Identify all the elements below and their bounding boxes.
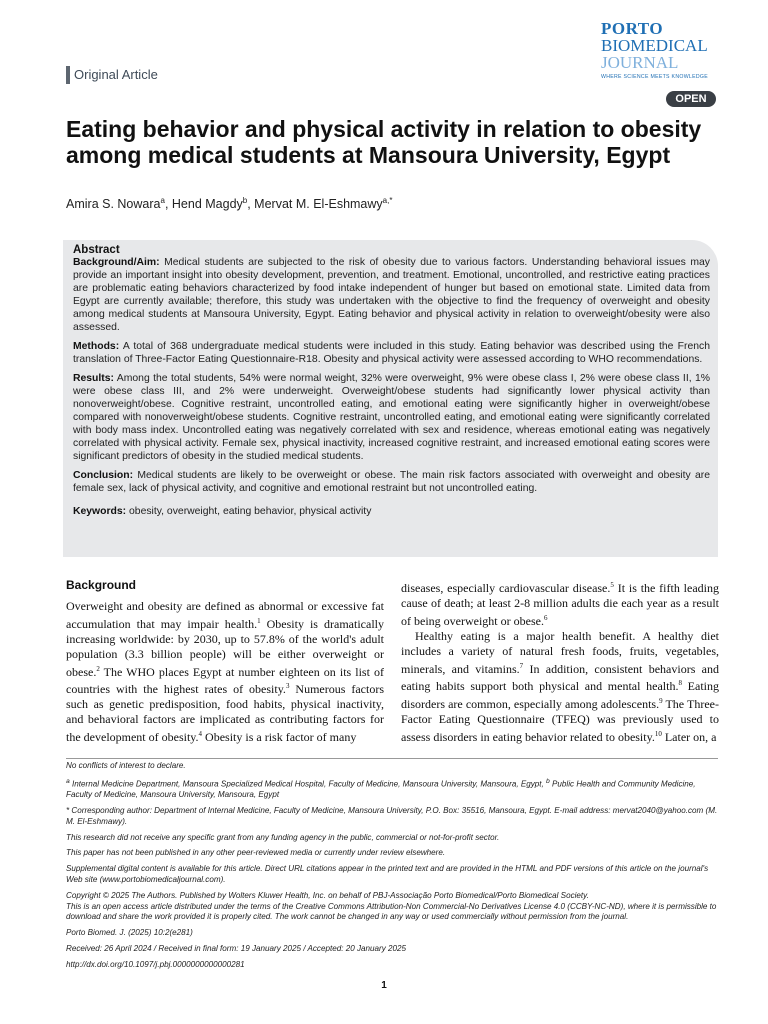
abstract-text: obesity, overweight, eating behavior, physical activity xyxy=(126,506,372,517)
text-run: Obesity is dramatically increasing worldwide: by 2030, up to 57.8% of the world's adult population (3.3 billion people) will be either overweight or obese. xyxy=(66,616,384,679)
superscript-reference: a xyxy=(66,777,70,785)
text-run: It is the fifth leading cause of death; at least 2-8 million adults die each year as a result of being overweight or obese. xyxy=(401,581,719,628)
footnote-funding: This research did not receive any specific grant from any funding agency in the public, commercial or not-for-profit sector. xyxy=(66,832,500,842)
text-run: Numerous factors such as genetic predisposition, food habits, physical inactivity, and behavioral factors are implicated as contributing factors for the development of obesity. xyxy=(66,682,384,745)
abstract-keywords xyxy=(73,505,710,518)
journal-logo-line: JOURNAL xyxy=(601,53,679,72)
body-paragraph xyxy=(401,578,719,629)
footnote-conflicts: No conflicts of interest to declare. xyxy=(66,761,186,770)
author-affiliation-mark: a xyxy=(160,196,165,205)
footnotes xyxy=(66,758,718,976)
text-run: The WHO places Egypt at number eighteen on its list of countries with the highest rates of obesity. xyxy=(66,664,384,697)
abstract-text: Medical students are likely to be overweight or obese. The main risk factors associated with overweight and obesity are female sex, lack of physical activity, and cognitive and emotional restraint but not uncontrolled eating. xyxy=(73,470,710,494)
text-run: diseases, especially cardiovascular disease. xyxy=(401,581,611,595)
article-type-label: Original Article xyxy=(66,66,158,84)
text-run: Internal Medicine Department, Mansoura Specialized Medical Hospital, Faculty of Medicine, Mansoura University, Mansoura, Egypt, xyxy=(69,779,547,789)
journal-logo-line: PORTO xyxy=(601,19,664,38)
abstract-methods xyxy=(73,340,710,366)
body-paragraph xyxy=(66,599,384,745)
footnote-license: This is an open access article distributed under the terms of the Creative Commons Attribution-Non Commercial-No Derivatives License 4.0 (CCBY-NC-ND), where it is permissible to download and share the work provided it is properly cited. The work cannot be changed in any way or used commercially without permission from the journal. xyxy=(66,901,717,922)
abstract-results xyxy=(73,372,710,463)
footnote-citation: Porto Biomed. J. (2025) 10:2(e281) xyxy=(66,928,193,938)
abstract-label: Conclusion: xyxy=(73,470,134,481)
footnote-corresponding-author: * Corresponding author: Department of Internal Medicine, Faculty of Medicine, Mansoura University, P.O. Box: 35516, Mansoura, Egypt. E-mail address: mervat2040@yahoo.com (M. M. El-Eshmawy). xyxy=(66,806,718,826)
abstract-box xyxy=(63,240,718,557)
author-name: Mervat M. El-Eshmawy xyxy=(254,197,383,212)
abstract-label: Results: xyxy=(73,373,114,384)
footnote-affiliations xyxy=(66,777,718,801)
body-paragraph xyxy=(401,629,719,745)
author-affiliation-mark: a,* xyxy=(382,196,393,205)
abstract-conclusion xyxy=(73,469,710,495)
abstract-heading: Abstract xyxy=(73,244,120,256)
author-affiliation-mark: b xyxy=(242,196,248,205)
body-column-left xyxy=(66,578,384,745)
abstract-text: Medical students are subjected to the risk of obesity due to various factors. Understanding behavioral issues may provide an important insight into obesity development, prevention, and treatment. Emotional, uncontrolled, and restrictive eating practices are problematic eating behaviors characterized by food intake independent of hunger but based on emotional state. Limited data from Egypt are currently available; therefore, this study was undertaken with the objective to find the frequency of overweight and obesity among medical students at Mansoura University, Egypt. Eating behavior and physical activity in relation to overweight/obesity were also assessed. xyxy=(73,257,710,333)
author-list xyxy=(66,196,392,211)
author-separator: , xyxy=(247,197,255,212)
journal-logo-tagline: WHERE SCIENCE MEETS KNOWLEDGE xyxy=(601,74,708,80)
text-run: The Three-Factor Eating Questionnaire (TFEQ) was previously used to assess disorders in eating behavior related to obesity. xyxy=(401,697,719,745)
text-run: Later on, a xyxy=(661,730,717,745)
superscript-reference: 10 xyxy=(654,730,662,739)
footnote-dates: Received: 26 April 2024 / Received in final form: 19 January 2025 / Accepted: 20 January 2025 xyxy=(66,944,406,954)
body-column-right xyxy=(401,578,719,745)
abstract-text: Among the total students, 54% were normal weight, 32% were overweight, 9% were obese class I, 2% were obese class II, 1% were obese class III, and 2% were underweight. Overweight/obese students had significantly lower physical activity than nonoverweight/obese. Cognitive restraint, uncontrolled eating, and emotional eating were significantly higher in overweight/obese compared with nonoverweight/obese students. Cognitive restraint, uncontrolled eating, and emotional eating were significantly correlated with body mass index. Uncontrolled eating was negatively correlated with sex and residence, whereas emotional eating was negatively correlated with physical activity. Female sex, physical inactivity, increased cognitive restraint, and increased emotional eating scores were significant predictors of obesity in the studied medical students. xyxy=(73,373,710,462)
footnote-supplemental: Supplemental digital content is available for this article. Direct URL citations appear in the printed text and are provided in the HTML and PDF versions of this article on the journal's Web site (www.portobiomedicaljournal.com). xyxy=(66,864,709,885)
text-run: Overweight and obesity are defined as abnormal or excessive fat accumulation that may impair health. xyxy=(66,598,384,631)
author-name: Amira S. Nowara xyxy=(66,197,161,212)
superscript-reference: 4 xyxy=(198,730,203,739)
superscript-reference: 2 xyxy=(96,664,100,673)
abstract-background xyxy=(73,256,710,334)
footnote-copyright: Copyright © 2025 The Authors. Published by Wolters Kluwer Health, Inc. on behalf of PBJ-Associação Porto Biomedical/Porto Biomedical Society. xyxy=(66,890,589,900)
text-run: Public Health and Community Medicine, Faculty of Medicine, Mansoura University, Mansoura, Egypt xyxy=(66,779,696,800)
superscript-reference: 3 xyxy=(285,682,290,691)
article-title: Eating behavior and physical activity in relation to obesity among medical students at Mansoura University, Egypt xyxy=(66,116,702,168)
abstract-label: Keywords: xyxy=(73,506,127,517)
author-separator: , xyxy=(164,197,172,212)
footnote-prior-publication: This paper has not been published in any other peer-reviewed media or currently under review elsewhere. xyxy=(66,848,446,858)
superscript-reference: 6 xyxy=(543,613,548,622)
text-run: Obesity is a risk factor of many xyxy=(202,730,357,745)
text-run: Eating disorders are common, especially among adolescents. xyxy=(401,679,720,712)
text-run: Healthy eating is a major health benefit. A healthy diet includes a variety of natural fresh foods, fruits, vegetables, minerals, and vitamins. xyxy=(401,628,719,676)
section-heading: Background xyxy=(66,578,137,592)
abstract-label: Methods: xyxy=(73,341,120,352)
superscript-reference: b xyxy=(546,777,550,785)
superscript-reference: 8 xyxy=(678,679,682,688)
journal-logo xyxy=(601,20,721,80)
open-access-badge: OPEN xyxy=(666,91,716,107)
journal-logo-line: BIOMEDICAL xyxy=(601,36,708,55)
abstract-label: Background/Aim: xyxy=(73,257,160,268)
text-run: In addition, consistent behaviors and eating habits support both physical and mental health. xyxy=(401,661,720,694)
superscript-reference: 1 xyxy=(257,616,261,625)
superscript-reference: 7 xyxy=(519,661,524,670)
superscript-reference: 9 xyxy=(659,697,663,706)
page-number: 1 xyxy=(381,980,387,991)
superscript-reference: 5 xyxy=(610,581,614,589)
footnote-doi: http://dx.doi.org/10.1097/j.pbj.0000000000000281 xyxy=(66,959,245,969)
author-name: Hend Magdy xyxy=(171,197,243,212)
abstract-text: A total of 368 undergraduate medical students were included in this study. Eating behavior was described using the French translation of Three-Factor Eating Questionnaire-R18. Obesity and physical activity were assessed according to WHO recommendations. xyxy=(73,341,710,365)
